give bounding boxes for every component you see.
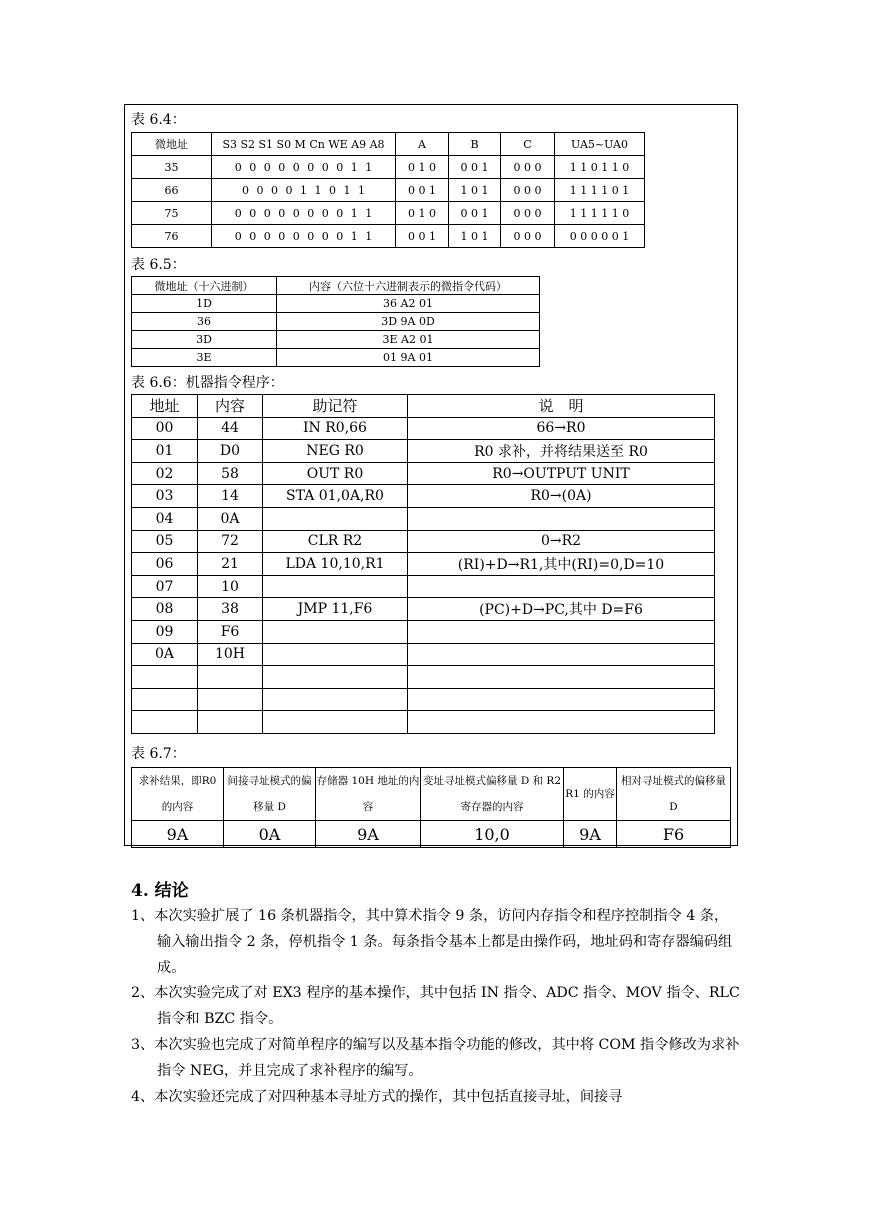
table-row [132, 313, 540, 331]
table-cell [408, 688, 715, 711]
table-row [132, 553, 715, 576]
table-header-row [132, 133, 645, 156]
header-cell: 间接寻址模式的偏移量 D [224, 768, 316, 821]
table-cell: D0 [198, 440, 263, 463]
table-cell: F6 [198, 620, 263, 643]
table-row [132, 575, 715, 598]
table-cell [263, 666, 408, 689]
table-cell: 1 1 1 1 0 1 [555, 179, 645, 202]
table-cell: R0 求补，并将结果送至 R0 [408, 440, 715, 463]
table-cell: 3D [132, 331, 277, 349]
table-cell: (RI)+D→R1,其中(RI)=0,D=10 [408, 553, 715, 576]
table-cell: NEG R0 [263, 440, 408, 463]
table-6-7-caption: 表 6.7： [131, 746, 186, 762]
header-cell: 相对寻址模式的偏移量 D [617, 768, 731, 821]
table-cell [198, 688, 263, 711]
table-cell: 06 [132, 553, 198, 576]
table-cell: 0 0 1 [396, 179, 449, 202]
table-cell: LDA 10,10,R1 [263, 553, 408, 576]
header-cell: 求补结果，即R0 的内容 [132, 768, 224, 821]
table-cell [263, 688, 408, 711]
header-cell: 助记符 [263, 395, 408, 418]
table-cell: CLR R2 [263, 530, 408, 553]
table-cell [408, 620, 715, 643]
header-cell: 内容（六位十六进制表示的微指令代码） [277, 277, 540, 295]
table-6-4-caption: 表 6.4： [131, 112, 186, 128]
table-cell: 1D [132, 295, 277, 313]
table-cell: 00 [132, 417, 198, 440]
table-row [132, 179, 645, 202]
table-cell: 02 [132, 462, 198, 485]
header-cell: A [396, 133, 449, 156]
table-header-row [132, 277, 540, 295]
list-item: 4、本次实验还完成了对四种基本寻址方式的操作，其中包括直接寻址，间接寻 [131, 1088, 623, 1105]
table-header-row [132, 395, 715, 418]
table-row [132, 156, 645, 179]
table-cell: 0 0 0 [501, 179, 555, 202]
table-cell [408, 507, 715, 530]
table-row [132, 349, 540, 367]
table-cell: 0 0 0 0 0 0 0 0 1 1 [212, 202, 396, 225]
table-cell [198, 711, 263, 734]
table-cell [408, 666, 715, 689]
table-cell: 14 [198, 485, 263, 508]
table-cell: 1 0 1 [449, 225, 501, 248]
table-cell: JMP 11,F6 [263, 598, 408, 621]
header-cell: B [449, 133, 501, 156]
table-cell: STA 01,0A,R0 [263, 485, 408, 508]
table-cell [132, 711, 198, 734]
table-cell [198, 666, 263, 689]
table-cell: 0 0 1 [449, 156, 501, 179]
table-cell: 0 0 1 [449, 202, 501, 225]
table-row [132, 711, 715, 734]
table-row [132, 620, 715, 643]
table-6-5-caption: 表 6.5： [131, 257, 186, 273]
table-cell: 9A [316, 821, 421, 848]
table-cell: 1 1 1 1 1 0 [555, 202, 645, 225]
table-cell: 07 [132, 575, 198, 598]
table-cell: 10 [198, 575, 263, 598]
table-cell: 0A [224, 821, 316, 848]
section-heading: 4. 结论 [131, 881, 189, 901]
list-item: 1、本次实验扩展了 16 条机器指令，其中算术指令 9 条，访问内存指令和程序控制指令 4 条，输入输出指令 2 条，停机指令 1 条。每条指令基本上都是由操作码，地址码和寄存器编码组成。 [131, 908, 733, 976]
header-cell: 微地址 [132, 133, 212, 156]
list-item: 3、本次实验也完成了对简单程序的编写以及基本指令功能的修改，其中将 COM 指令修改为求补指令 NEG，并且完成了求补程序的编写。 [131, 1036, 740, 1079]
table-row [132, 462, 715, 485]
table-cell: 0 0 0 0 1 1 0 1 1 [212, 179, 396, 202]
table-cell [263, 643, 408, 666]
table-row [132, 295, 540, 313]
table-cell [263, 507, 408, 530]
table-row [132, 821, 731, 848]
table-cell: 1 0 1 [449, 179, 501, 202]
table-row [132, 331, 540, 349]
table-cell: 35 [132, 156, 212, 179]
header-cell: 微地址（十六进制） [132, 277, 277, 295]
table-cell: 0 1 0 [396, 156, 449, 179]
table-cell [132, 666, 198, 689]
table-cell: 44 [198, 417, 263, 440]
table-cell: 72 [198, 530, 263, 553]
table-6-5 [131, 276, 540, 367]
table-row [132, 417, 715, 440]
table-cell: F6 [617, 821, 731, 848]
table-row [132, 530, 715, 553]
table-cell: 36 [132, 313, 277, 331]
table-cell: 0 0 0 0 0 0 0 0 1 1 [212, 225, 396, 248]
table-cell: 0A [132, 643, 198, 666]
table-cell [132, 688, 198, 711]
table-cell [408, 643, 715, 666]
list-item: 2、本次实验完成了对 EX3 程序的基本操作，其中包括 IN 指令、ADC 指令、MOV 指令、RLC 指令和 BZC 指令。 [131, 985, 740, 1028]
table-6-7 [131, 767, 731, 848]
header-cell: R1 的内容 [564, 768, 617, 821]
header-cell: C [501, 133, 555, 156]
table-cell: 04 [132, 507, 198, 530]
table-cell [408, 575, 715, 598]
table-cell: R0→OUTPUT UNIT [408, 462, 715, 485]
table-row [132, 440, 715, 463]
table-row [132, 688, 715, 711]
table-cell [263, 711, 408, 734]
table-cell: 09 [132, 620, 198, 643]
table-6-6-caption: 表 6.6：机器指令程序： [131, 375, 284, 391]
header-cell: S3 S2 S1 S0 M Cn WE A9 A8 [212, 133, 396, 156]
table-cell: 0 0 0 0 0 1 [555, 225, 645, 248]
table-cell: 1 1 0 1 1 0 [555, 156, 645, 179]
table-cell: 0 0 0 [501, 202, 555, 225]
table-row [132, 507, 715, 530]
table-cell: 9A [564, 821, 617, 848]
header-cell: UA5~UA0 [555, 133, 645, 156]
table-cell: 0 0 0 [501, 225, 555, 248]
table-cell: 75 [132, 202, 212, 225]
table-cell: 0 0 0 0 0 0 0 0 1 1 [212, 156, 396, 179]
table-cell: 10H [198, 643, 263, 666]
header-cell: 说 明 [408, 395, 715, 418]
table-cell: R0→(0A) [408, 485, 715, 508]
table-cell: 10,0 [421, 821, 564, 848]
table-cell: 01 [132, 440, 198, 463]
table-cell: 9A [132, 821, 224, 848]
table-cell: 0 0 0 [501, 156, 555, 179]
table-cell: 76 [132, 225, 212, 248]
table-cell: 0A [198, 507, 263, 530]
table-cell: 03 [132, 485, 198, 508]
header-cell: 变址寻址模式偏移量 D 和 R2 寄存器的内容 [421, 768, 564, 821]
table-row [132, 202, 645, 225]
table-cell: 66→R0 [408, 417, 715, 440]
table-cell: 01 9A 01 [277, 349, 540, 367]
table-cell: 05 [132, 530, 198, 553]
table-cell: 36 A2 01 [277, 295, 540, 313]
table-header-row [132, 768, 731, 821]
header-cell: 存储器 10H 地址的内容 [316, 768, 421, 821]
table-row [132, 225, 645, 248]
table-cell [263, 575, 408, 598]
table-cell: OUT R0 [263, 462, 408, 485]
header-cell: 内容 [198, 395, 263, 418]
table-6-6 [131, 394, 715, 734]
table-cell: 58 [198, 462, 263, 485]
table-cell: 66 [132, 179, 212, 202]
table-cell: 0 0 1 [396, 225, 449, 248]
table-row [132, 643, 715, 666]
table-cell: 21 [198, 553, 263, 576]
table-cell: 38 [198, 598, 263, 621]
conclusion-list [131, 904, 741, 1110]
table-cell: (PC)+D→PC,其中 D=F6 [408, 598, 715, 621]
header-cell: 地址 [132, 395, 198, 418]
table-cell: 0→R2 [408, 530, 715, 553]
table-cell: IN R0,66 [263, 417, 408, 440]
table-row [132, 666, 715, 689]
table-cell [263, 620, 408, 643]
table-cell: 3D 9A 0D [277, 313, 540, 331]
table-cell [408, 711, 715, 734]
table-cell: 0 1 0 [396, 202, 449, 225]
table-row [132, 485, 715, 508]
table-row [132, 598, 715, 621]
table-6-4 [131, 132, 645, 248]
table-cell: 3E [132, 349, 277, 367]
table-cell: 08 [132, 598, 198, 621]
table-cell: 3E A2 01 [277, 331, 540, 349]
